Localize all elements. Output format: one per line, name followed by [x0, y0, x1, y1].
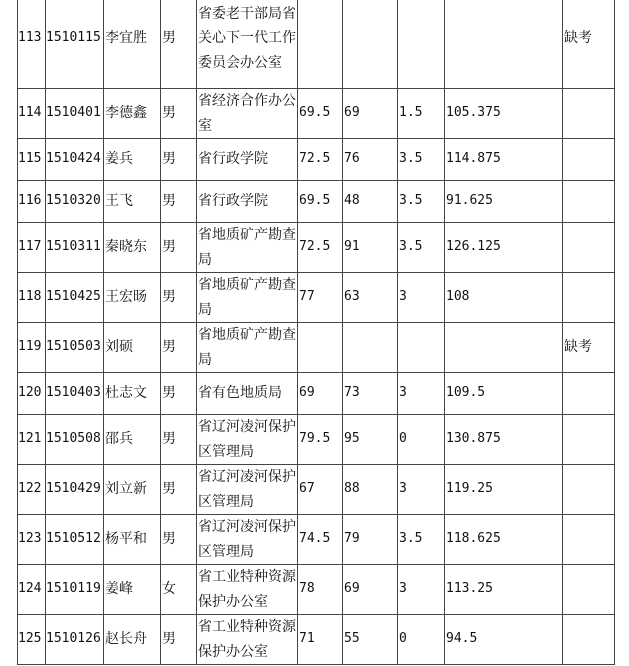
cell-written-score: 72.5: [298, 139, 343, 181]
cell-total: 130.875: [445, 415, 563, 465]
table-row: [18, 465, 615, 515]
cell-bonus: [398, 0, 445, 89]
cell-written-score: [298, 323, 343, 373]
cell-interview-score: [343, 323, 398, 373]
cell-bonus: 3.5: [398, 223, 445, 273]
cell-note: [563, 515, 615, 565]
cell-interview-score: 73: [343, 373, 398, 415]
cell-unit: 省辽河凌河保护区管理局: [197, 465, 298, 515]
table-row: [18, 0, 615, 89]
cell-name: 邵兵: [104, 415, 161, 465]
cell-written-score: 72.5: [298, 223, 343, 273]
table-row: [18, 565, 615, 615]
cell-unit: 省工业特种资源保护办公室: [197, 615, 298, 665]
cell-number: 124: [18, 565, 46, 615]
cell-name: 杜志文: [104, 373, 161, 415]
score-table-body: [18, 0, 615, 665]
cell-exam-id: 1510311: [46, 223, 104, 273]
cell-exam-id: 1510508: [46, 415, 104, 465]
table-row: [18, 515, 615, 565]
cell-bonus: 3: [398, 565, 445, 615]
cell-number: 113: [18, 0, 46, 89]
cell-exam-id: 1510320: [46, 181, 104, 223]
cell-bonus: 0: [398, 615, 445, 665]
cell-gender: 男: [161, 0, 197, 89]
cell-written-score: 69.5: [298, 181, 343, 223]
cell-written-score: 71: [298, 615, 343, 665]
cell-total: [445, 323, 563, 373]
cell-written-score: 79.5: [298, 415, 343, 465]
cell-note: [563, 89, 615, 139]
cell-name: 王飞: [104, 181, 161, 223]
cell-written-score: [298, 0, 343, 89]
cell-exam-id: 1510425: [46, 273, 104, 323]
cell-interview-score: 69: [343, 565, 398, 615]
cell-interview-score: 48: [343, 181, 398, 223]
cell-gender: 男: [161, 181, 197, 223]
cell-written-score: 77: [298, 273, 343, 323]
cell-total: 114.875: [445, 139, 563, 181]
cell-gender: 男: [161, 223, 197, 273]
cell-gender: 男: [161, 89, 197, 139]
table-row: [18, 223, 615, 273]
cell-total: 91.625: [445, 181, 563, 223]
cell-name: 姜峰: [104, 565, 161, 615]
table-row: [18, 181, 615, 223]
cell-number: 122: [18, 465, 46, 515]
cell-note: [563, 415, 615, 465]
cell-written-score: 74.5: [298, 515, 343, 565]
cell-gender: 男: [161, 373, 197, 415]
cell-unit: 省行政学院: [197, 181, 298, 223]
cell-exam-id: 1510403: [46, 373, 104, 415]
table-row: [18, 615, 615, 665]
cell-name: 刘硕: [104, 323, 161, 373]
cell-unit: 省辽河凌河保护区管理局: [197, 515, 298, 565]
cell-written-score: 67: [298, 465, 343, 515]
cell-bonus: 3: [398, 273, 445, 323]
cell-note: 缺考: [563, 323, 615, 373]
cell-exam-id: 1510512: [46, 515, 104, 565]
cell-total: 94.5: [445, 615, 563, 665]
cell-total: 105.375: [445, 89, 563, 139]
cell-gender: 男: [161, 323, 197, 373]
cell-exam-id: 1510424: [46, 139, 104, 181]
cell-written-score: 78: [298, 565, 343, 615]
cell-exam-id: 1510401: [46, 89, 104, 139]
table-row: [18, 139, 615, 181]
cell-number: 116: [18, 181, 46, 223]
table-row: [18, 323, 615, 373]
cell-note: [563, 465, 615, 515]
cell-unit: 省有色地质局: [197, 373, 298, 415]
cell-unit: 省行政学院: [197, 139, 298, 181]
table-row: [18, 373, 615, 415]
cell-bonus: [398, 323, 445, 373]
cell-interview-score: [343, 0, 398, 89]
score-table: [17, 0, 615, 665]
cell-number: 119: [18, 323, 46, 373]
cell-number: 117: [18, 223, 46, 273]
cell-bonus: 3.5: [398, 181, 445, 223]
table-row: [18, 273, 615, 323]
cell-note: [563, 181, 615, 223]
cell-bonus: 0: [398, 415, 445, 465]
table-row: [18, 89, 615, 139]
cell-interview-score: 88: [343, 465, 398, 515]
cell-interview-score: 91: [343, 223, 398, 273]
cell-number: 125: [18, 615, 46, 665]
cell-note: 缺考: [563, 0, 615, 89]
cell-interview-score: 55: [343, 615, 398, 665]
cell-bonus: 3.5: [398, 139, 445, 181]
cell-note: [563, 273, 615, 323]
cell-unit: 省经济合作办公室: [197, 89, 298, 139]
cell-interview-score: 79: [343, 515, 398, 565]
cell-name: 姜兵: [104, 139, 161, 181]
cell-unit: 省地质矿产勘查局: [197, 273, 298, 323]
cell-note: [563, 565, 615, 615]
cell-total: 119.25: [445, 465, 563, 515]
cell-unit: 省辽河凌河保护区管理局: [197, 415, 298, 465]
cell-bonus: 3.5: [398, 515, 445, 565]
cell-bonus: 1.5: [398, 89, 445, 139]
cell-exam-id: 1510126: [46, 615, 104, 665]
cell-name: 刘立新: [104, 465, 161, 515]
cell-gender: 男: [161, 273, 197, 323]
cell-total: 108: [445, 273, 563, 323]
cell-interview-score: 69: [343, 89, 398, 139]
cell-number: 115: [18, 139, 46, 181]
table-row: [18, 415, 615, 465]
cell-written-score: 69: [298, 373, 343, 415]
cell-total: 113.25: [445, 565, 563, 615]
cell-total: [445, 0, 563, 89]
cell-gender: 男: [161, 615, 197, 665]
cell-unit: 省地质矿产勘查局: [197, 323, 298, 373]
cell-gender: 男: [161, 515, 197, 565]
cell-bonus: 3: [398, 373, 445, 415]
cell-note: [563, 615, 615, 665]
cell-interview-score: 63: [343, 273, 398, 323]
cell-gender: 男: [161, 465, 197, 515]
cell-number: 118: [18, 273, 46, 323]
cell-unit: 省地质矿产勘查局: [197, 223, 298, 273]
cell-number: 120: [18, 373, 46, 415]
cell-interview-score: 76: [343, 139, 398, 181]
cell-name: 李德鑫: [104, 89, 161, 139]
cell-unit: 省委老干部局省关心下一代工作委员会办公室: [197, 0, 298, 89]
cell-name: 王宏旸: [104, 273, 161, 323]
cell-note: [563, 373, 615, 415]
cell-number: 123: [18, 515, 46, 565]
cell-written-score: 69.5: [298, 89, 343, 139]
cell-gender: 男: [161, 139, 197, 181]
cell-note: [563, 139, 615, 181]
cell-interview-score: 95: [343, 415, 398, 465]
cell-exam-id: 1510429: [46, 465, 104, 515]
cell-name: 赵长舟: [104, 615, 161, 665]
cell-total: 109.5: [445, 373, 563, 415]
cell-name: 秦晓东: [104, 223, 161, 273]
cell-total: 126.125: [445, 223, 563, 273]
cell-unit: 省工业特种资源保护办公室: [197, 565, 298, 615]
cell-exam-id: 1510119: [46, 565, 104, 615]
cell-name: 李宜胜: [104, 0, 161, 89]
cell-exam-id: 1510503: [46, 323, 104, 373]
cell-name: 杨平和: [104, 515, 161, 565]
cell-exam-id: 1510115: [46, 0, 104, 89]
cell-gender: 女: [161, 565, 197, 615]
cell-note: [563, 223, 615, 273]
cell-total: 118.625: [445, 515, 563, 565]
cell-number: 121: [18, 415, 46, 465]
cell-gender: 男: [161, 415, 197, 465]
cell-number: 114: [18, 89, 46, 139]
cell-bonus: 3: [398, 465, 445, 515]
